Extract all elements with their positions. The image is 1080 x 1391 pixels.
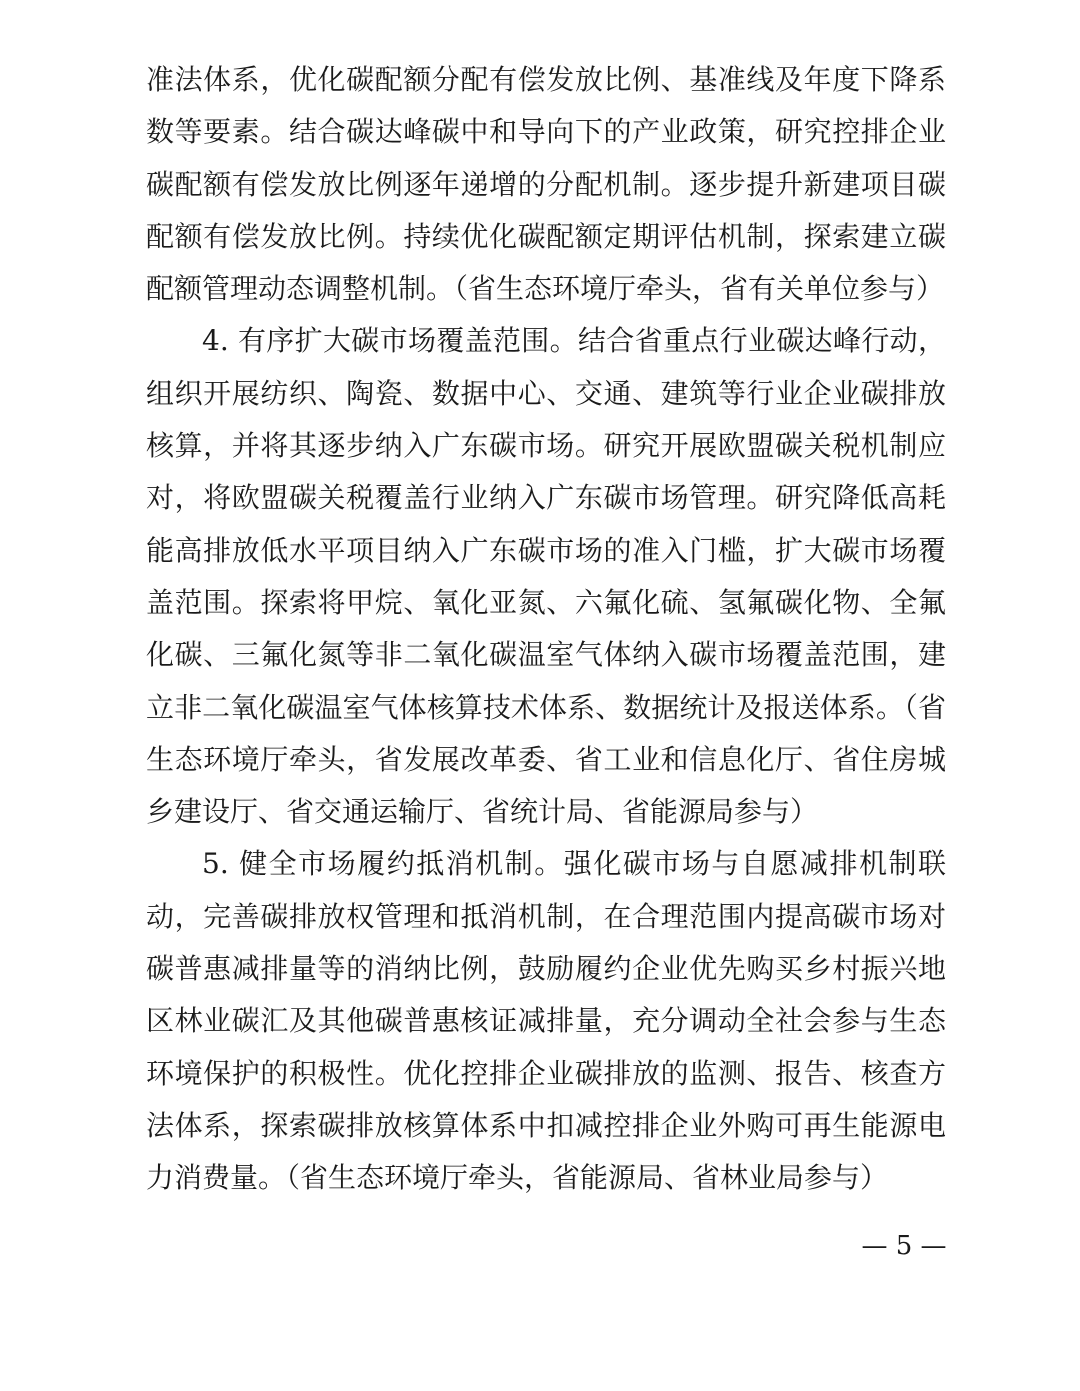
text-line: 区林业碳汇及其他碳普惠核证减排量，充分调动全社会参与生态: [146, 1004, 946, 1038]
text-line: 配额有偿发放比例。持续优化碳配额定期评估机制，探索建立碳: [146, 219, 946, 253]
text-line: 环境保护的积极性。优化控排企业碳排放的监测、报告、核查方: [146, 1056, 946, 1090]
text-line: 乡建设厅、省交通运输厅、省统计局、省能源局参与）: [146, 795, 819, 829]
text-line: 能高排放低水平项目纳入广东碳市场的准入门槛，扩大碳市场覆: [146, 533, 946, 567]
text-line: 数等要素。结合碳达峰碳中和导向下的产业政策，研究控排企业: [146, 115, 946, 149]
text-line: 立非二氧化碳温室气体核算技术体系、数据统计及报送体系。（省: [146, 690, 946, 724]
text-line: 碳配额有偿发放比例逐年递增的分配机制。逐步提升新建项目碳: [146, 167, 946, 201]
text-line: 动，完善碳排放权管理和抵消机制，在合理范围内提高碳市场对: [146, 899, 946, 933]
section-heading-line: 4. 有序扩大碳市场覆盖范围。结合省重点行业碳达峰行动，: [202, 324, 946, 358]
text-line: 力消费量。（省生态环境厅牵头，省能源局、省林业局参与）: [146, 1161, 889, 1195]
text-line: 盖范围。探索将甲烷、氧化亚氮、六氟化硫、氢氟碳化物、全氟: [146, 585, 946, 619]
section-heading-line: 5. 健全市场履约抵消机制。强化碳市场与自愿减排机制联: [202, 847, 946, 881]
text-line: 生态环境厅牵头，省发展改革委、省工业和信息化厅、省住房城: [146, 742, 946, 776]
page-number: — 5 —: [861, 1231, 947, 1261]
text-line: 准法体系，优化碳配额分配有偿发放比例、基准线及年度下降系: [146, 63, 946, 96]
text-line: 法体系，探索碳排放核算体系中扣减控排企业外购可再生能源电: [146, 1108, 946, 1142]
text-line: 化碳、三氟化氮等非二氧化碳温室气体纳入碳市场覆盖范围，建: [146, 638, 946, 672]
text-line: 配额管理动态调整机制。（省生态环境厅牵头，省有关单位参与）: [146, 272, 945, 306]
body-text: [146, 54, 946, 1205]
text-line: 核算，并将其逐步纳入广东碳市场。研究开展欧盟碳关税机制应: [146, 429, 946, 463]
text-line: 碳普惠减排量等的消纳比例，鼓励履约企业优先购买乡村振兴地: [146, 952, 946, 986]
text-line: 组织开展纺织、陶瓷、数据中心、交通、建筑等行业企业碳排放: [146, 376, 946, 410]
text-line: 对，将欧盟碳关税覆盖行业纳入广东碳市场管理。研究降低高耗: [146, 481, 946, 515]
